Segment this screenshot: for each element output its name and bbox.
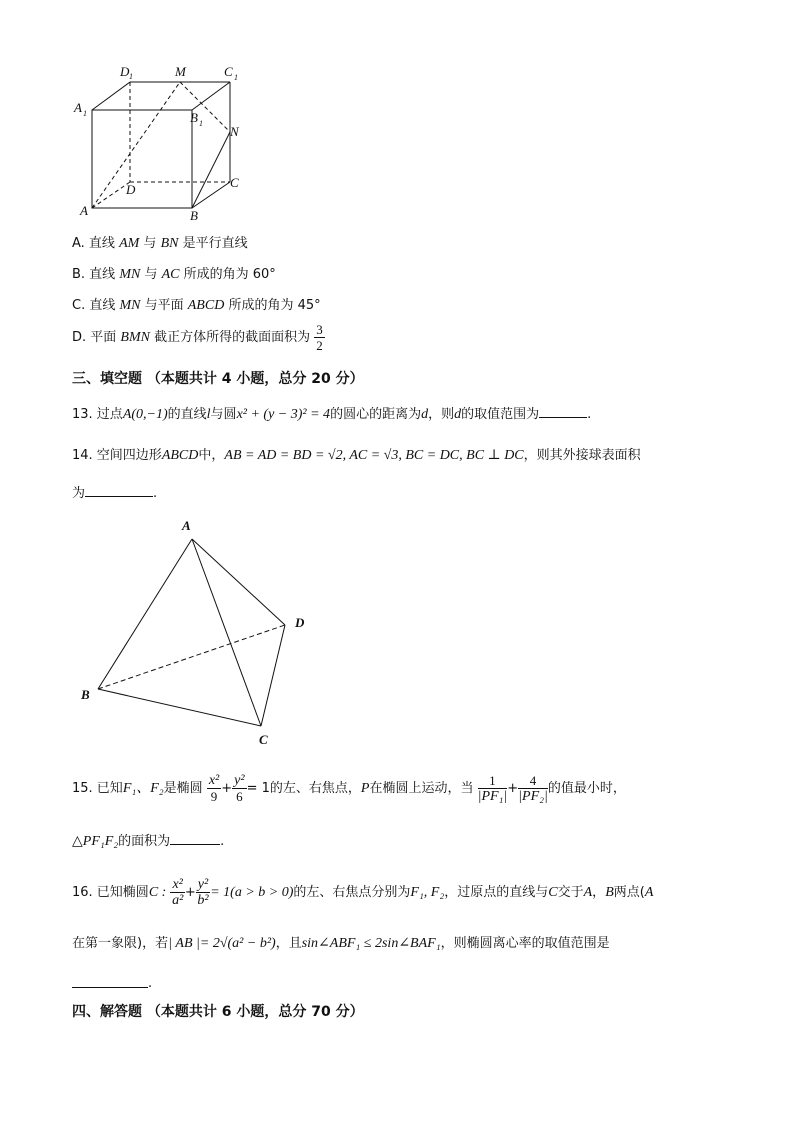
q15-x-frac	[207, 773, 221, 804]
q14-quad: ABCD	[161, 448, 199, 463]
q13-circle: x² + (y − 3)² = 4	[236, 407, 331, 422]
label-c: C	[230, 175, 239, 190]
q15-text: 的值最小时，	[547, 781, 626, 796]
q16-cond: = 1(a > b > 0)	[210, 885, 294, 900]
q13-point: A(0,−1)	[122, 407, 168, 422]
cube-figure	[70, 60, 260, 225]
option-d-prefix: D. 平面	[72, 330, 117, 345]
q15-plus: +	[221, 781, 233, 796]
q15-p: P	[360, 781, 370, 796]
q13-text: 与圆	[210, 407, 237, 422]
option-b-prefix: B. 直线	[72, 267, 116, 282]
answer-blank[interactable]	[539, 405, 587, 418]
q16-a2: A	[644, 885, 654, 900]
q13-text: ，则	[428, 407, 455, 422]
question-14-line2	[72, 484, 157, 503]
q15-y-frac	[232, 773, 246, 804]
q16-text: 的左、右焦点分别为	[293, 885, 411, 900]
question-15: 15. 已知F₁、F₂是椭圆 $\frac{\text{x²}}{9}$ + $\frac{\text{y²}}{6}$ = 1的左、右焦点，P在椭圆上运动，当 $\frac{1}{\text{|PF₁|}}$ + $\frac{4}{\text{|PF₂|}}$ 的值最小时，	[72, 773, 626, 804]
q13-text: 的取值范围为	[461, 407, 540, 422]
q13-text: 的圆心的距离为	[330, 407, 422, 422]
label-d: D	[126, 182, 136, 197]
q14-text: ，则其外接球表面积	[523, 448, 641, 463]
q15-text: 的左、右焦点，	[269, 781, 361, 796]
q15-text: 的面积为	[118, 834, 171, 849]
question-14	[72, 447, 641, 465]
option-c-mid: 与平面	[140, 298, 188, 313]
option-a-prefix: A. 直线	[72, 236, 115, 251]
q16-y-frac	[196, 877, 210, 908]
frac-den: a²	[172, 893, 184, 908]
q15-foci: F₁、F₂	[122, 781, 164, 796]
label-c1: C	[224, 64, 233, 79]
q15-text: 是椭圆	[163, 781, 203, 796]
q15-triangle: △PF₁F₂	[72, 834, 119, 849]
q16-text: ，则椭圆离心率的取值范围是	[440, 936, 610, 951]
option-d	[72, 322, 325, 353]
tetra-label-b: B	[81, 687, 90, 702]
q15-text: 15. 已知	[72, 781, 123, 796]
label-d1: D	[120, 64, 130, 79]
q16-text: 两点(	[613, 885, 645, 900]
section-3-heading: 三、填空题 （本题共计 4 小题，总分 20 分）	[72, 371, 364, 387]
q13-d: d	[454, 407, 462, 422]
option-d-fraction	[314, 322, 325, 353]
frac-num: 3	[316, 322, 323, 337]
q13-text: 13. 过点	[72, 407, 123, 422]
option-b-term1: MN	[119, 267, 141, 282]
option-a-mid: 与	[139, 236, 161, 251]
q13-line: l	[206, 407, 211, 422]
answer-blank[interactable]	[170, 832, 220, 845]
q15-end: .	[220, 834, 225, 849]
label-a1-sub: 1	[83, 109, 87, 118]
q14-end: .	[153, 486, 158, 501]
label-b1: B	[190, 110, 198, 125]
q16-end: .	[148, 976, 153, 991]
frac-den: 6	[236, 789, 243, 804]
frac-num: 1	[478, 773, 508, 789]
q16-text: ，过原点的直线与	[444, 885, 549, 900]
q16-sin: sin∠ABF₁ ≤ 2sin∠BAF₁	[301, 936, 441, 951]
label-n: N	[230, 124, 239, 139]
question-16-line2	[72, 935, 610, 953]
label-d1-sub: 1	[129, 72, 133, 81]
q15-frac-1	[478, 773, 508, 804]
q16-a: A	[583, 885, 593, 900]
q13-d: d	[421, 407, 429, 422]
label-b1-sub: 1	[199, 119, 203, 128]
q15-eq: = 1	[246, 781, 270, 796]
q15-text: 在椭圆上运动，当	[369, 781, 474, 796]
option-c-prefix: C. 直线	[72, 298, 116, 313]
option-c-term2: ABCD	[187, 298, 225, 313]
q14-text: 中，	[198, 448, 225, 463]
frac-num: 4	[518, 773, 548, 789]
frac-den: b²	[197, 893, 209, 908]
frac-num: x²	[208, 773, 220, 788]
q16-text: ，	[592, 885, 606, 900]
frac-num: x²	[172, 877, 183, 892]
tetra-label-a: A	[182, 518, 191, 533]
frac-num: y²	[197, 877, 209, 892]
option-c-suffix: 所成的角为 45°	[224, 298, 321, 313]
option-d-term1: BMN	[120, 330, 150, 345]
option-a-term2: BN	[160, 236, 179, 251]
option-b-mid: 与	[140, 267, 162, 282]
q15-frac-2	[518, 773, 548, 804]
label-a1: A	[74, 100, 82, 115]
q16-c: C :	[148, 885, 167, 900]
q16-c2: C	[548, 885, 558, 900]
q16-foci: F₁, F₂	[410, 885, 445, 900]
label-a: A	[80, 203, 88, 218]
q13-end: .	[587, 407, 592, 422]
q16-text: 16. 已知椭圆	[72, 885, 149, 900]
tetra-label-c: C	[259, 732, 268, 747]
q13-text: 的直线	[167, 407, 207, 422]
option-d-suffix: 截正方体所得的截面面积为	[149, 330, 311, 345]
q16-text: 交于	[557, 885, 584, 900]
tetrahedron-figure	[76, 515, 316, 750]
q16-x-frac	[170, 877, 184, 908]
option-c	[72, 297, 321, 315]
option-b	[72, 266, 276, 284]
option-b-term2: AC	[161, 267, 180, 282]
frac-den: |PF₂|	[518, 789, 548, 804]
tetra-label-d: D	[295, 615, 305, 630]
q14-conditions: AB = AD = BD = √2, AC = √3, BC = DC, BC ⊥ DC	[224, 448, 524, 463]
q16-text: 在第一象限)，若	[72, 936, 169, 951]
q16-text: ，且	[275, 936, 302, 951]
frac-den: 2	[316, 338, 323, 353]
q14-text: 为	[72, 486, 86, 501]
question-16: 16. 已知椭圆C : $\frac{\text{x²}}{\text{a²}}$ + $\frac{\text{y²}}{\text{b²}}$ = 1(a > b > 0)的左、右焦点分别为F₁, F₂，过原点的直线与C交于A，B两点(A	[72, 877, 654, 908]
q16-ab: | AB |= 2√(a² − b²)	[168, 936, 276, 951]
label-c1-sub: 1	[234, 73, 238, 82]
label-m: M	[175, 64, 186, 79]
question-13	[72, 405, 591, 424]
option-a-term1: AM	[119, 236, 140, 251]
option-c-term1: MN	[119, 298, 141, 313]
label-b: B	[190, 208, 198, 223]
frac-den: |PF₁|	[477, 789, 508, 804]
frac-num: y²	[234, 773, 245, 788]
option-b-suffix: 所成的角为 60°	[179, 267, 276, 282]
answer-blank[interactable]	[72, 973, 148, 988]
option-a	[72, 235, 248, 253]
q14-text: 14. 空间四边形	[72, 448, 162, 463]
answer-blank[interactable]	[85, 484, 153, 497]
q16-b: B	[605, 885, 614, 900]
frac-den: 9	[210, 789, 218, 804]
question-15-line2	[72, 832, 224, 851]
section-4-heading: 四、解答题 （本题共计 6 小题，总分 70 分）	[72, 1004, 364, 1020]
option-a-suffix: 是平行直线	[178, 236, 248, 251]
